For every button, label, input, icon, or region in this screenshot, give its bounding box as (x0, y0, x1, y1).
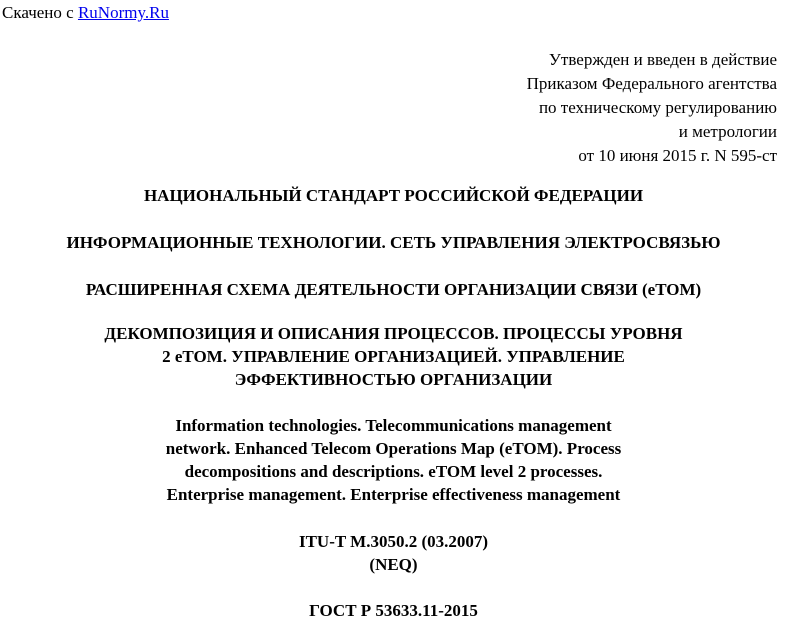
title-en-line: decompositions and descriptions. eTOM level 2 processes. (184, 462, 603, 481)
approval-block (527, 48, 777, 168)
approval-line: по техническому регулированию (538, 98, 777, 117)
title-ru-3-line: ДЕКОМПОЗИЦИЯ И ОПИСАНИЯ ПРОЦЕССОВ. ПРОЦЕССЫ УРОВНЯ (104, 324, 683, 343)
title-ru-3-line: ЭФФЕКТИВНОСТЬЮ ОРГАНИЗАЦИИ (234, 370, 553, 389)
title-ru-2 (0, 278, 787, 301)
runormy-link[interactable]: RuNormy.Ru (77, 3, 169, 22)
itu-reference (0, 530, 787, 576)
title-en (0, 414, 787, 506)
gost-number-text: ГОСТ Р 53633.11-2015 (309, 601, 478, 620)
approval-line: от 10 июня 2015 г. N 595-ст (578, 146, 777, 165)
title-en-line: Information technologies. Telecommunications management (175, 416, 612, 435)
approval-line: Утвержден и введен в действие (548, 50, 777, 69)
national-standard-heading (0, 184, 787, 207)
title-ru-3 (0, 322, 787, 391)
download-source-line (2, 3, 169, 23)
title-en-line: network. Enhanced Telecom Operations Map (eTOM). Process (165, 439, 622, 458)
title-ru-3-line: 2 eTOM. УПРАВЛЕНИЕ ОРГАНИЗАЦИЕЙ. УПРАВЛЕНИЕ (162, 347, 625, 366)
national-standard-text: НАЦИОНАЛЬНЫЙ СТАНДАРТ РОССИЙСКОЙ ФЕДЕРАЦИИ (143, 186, 644, 205)
itu-ref-text: ITU-T M.3050.2 (03.2007) (298, 532, 489, 551)
itu-degree-text: (NEQ) (369, 555, 418, 574)
download-prefix: Скачено с (2, 3, 78, 22)
approval-line: и метрологии (678, 122, 777, 141)
gost-number (0, 599, 787, 622)
title-ru-1-text: ИНФОРМАЦИОННЫЕ ТЕХНОЛОГИИ. СЕТЬ УПРАВЛЕНИЯ ЭЛЕКТРОСВЯЗЬЮ (66, 233, 721, 252)
title-ru-2-text: РАСШИРЕННАЯ СХЕМА ДЕЯТЕЛЬНОСТИ ОРГАНИЗАЦИИ СВЯЗИ (eTOM) (85, 280, 702, 299)
title-ru-1 (0, 231, 787, 254)
title-en-line: Enterprise management. Enterprise effectiveness management (166, 485, 621, 504)
approval-line: Приказом Федерального агентства (526, 74, 777, 93)
